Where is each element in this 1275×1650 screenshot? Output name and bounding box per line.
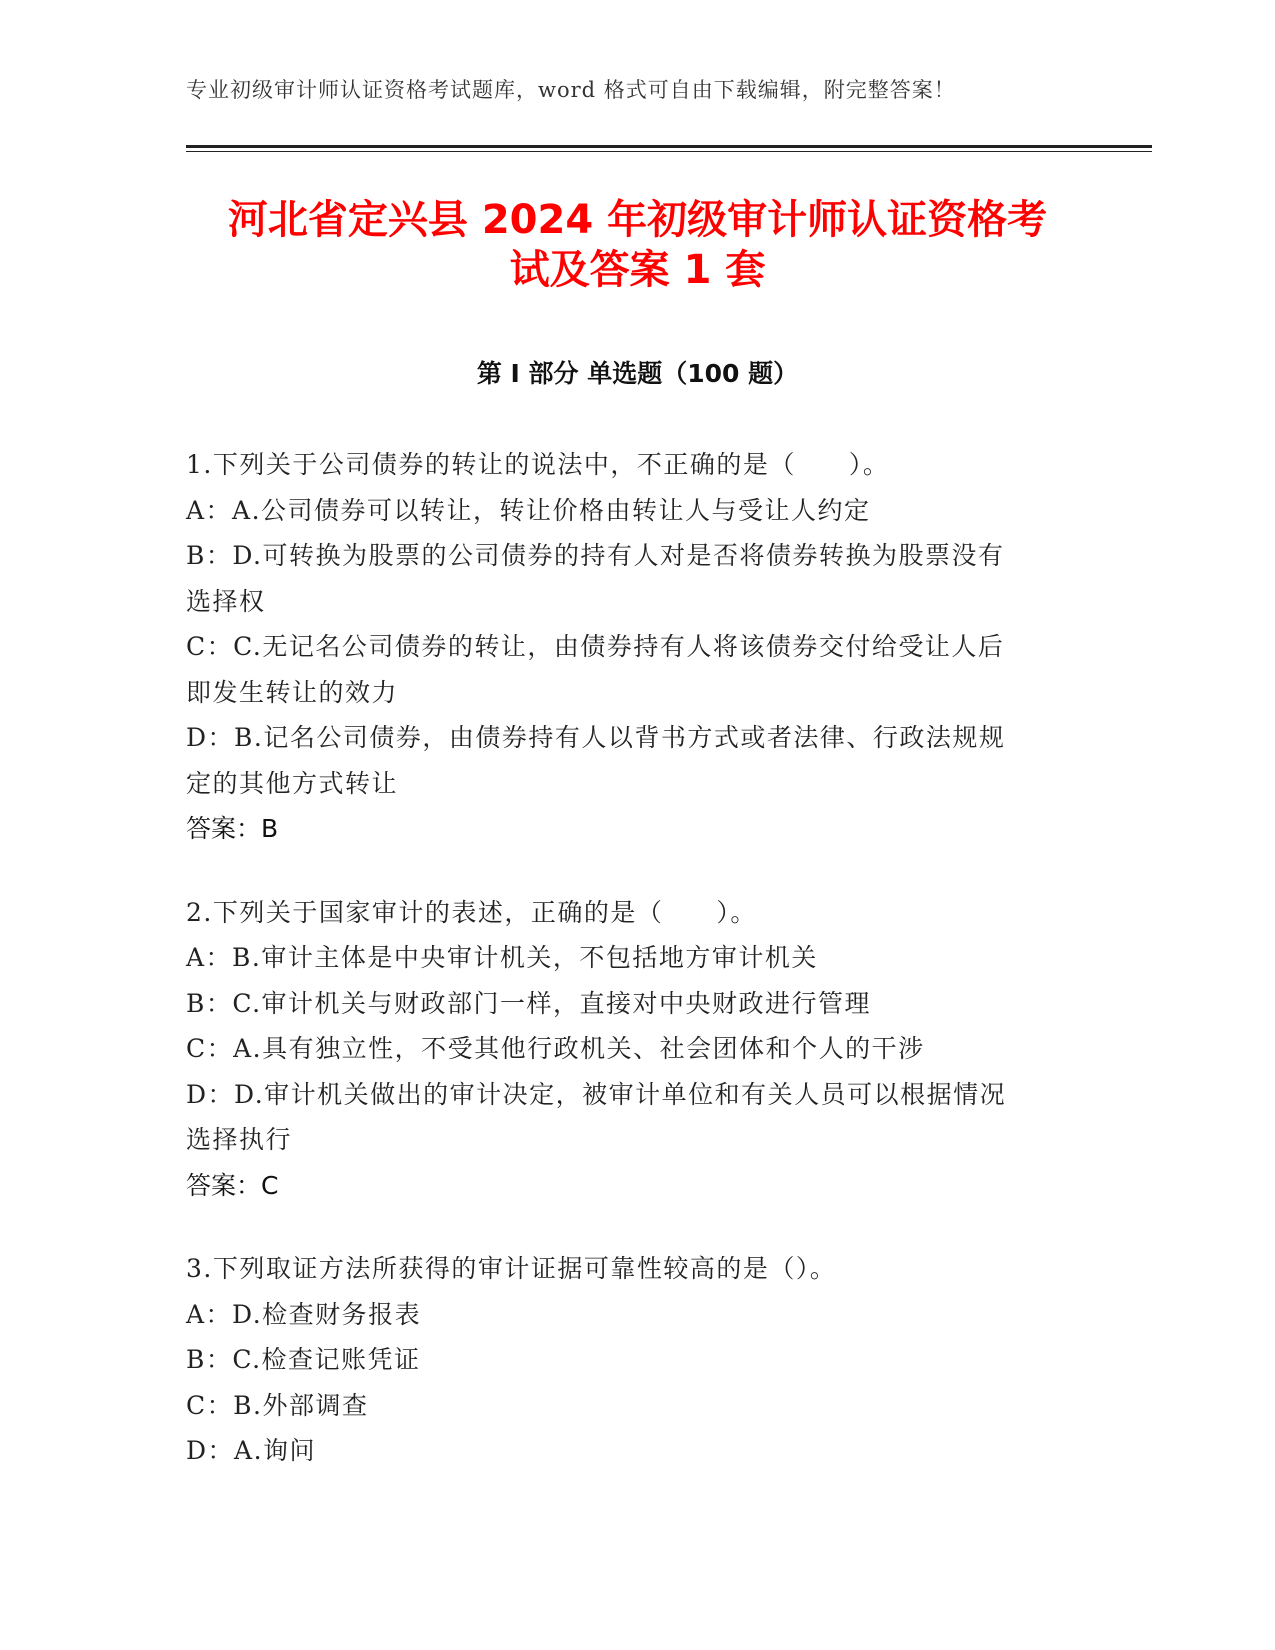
- option-d: D：D.审计机关做出的审计决定，被审计单位和有关人员可以根据情况: [186, 1079, 1007, 1109]
- option-d-continued: 选择执行: [186, 1125, 293, 1154]
- option-c: C：A.具有独立性，不受其他行政机关、社会团体和个人的干涉: [186, 1034, 925, 1063]
- option-b: B：D.可转换为股票的公司债券的持有人对是否将债券转换为股票没有: [186, 541, 1005, 570]
- document-title-line-2: 试及答案 1 套: [509, 247, 766, 293]
- option-c: C：B.外部调查: [186, 1390, 369, 1420]
- option-b-continued: 选择权: [186, 586, 266, 616]
- header-divider-thick: [186, 145, 1152, 148]
- question-2: [186, 890, 1086, 1209]
- option-c: C：C.无记名公司债券的转让，由债券持有人将该债券交付给受让人后: [186, 632, 1005, 661]
- question-list: [186, 442, 1086, 1512]
- option-d-continued: 定的其他方式转让: [186, 768, 399, 798]
- answer: 答案：B: [186, 814, 279, 843]
- question-3: [186, 1246, 1086, 1474]
- option-a: A：A.公司债券可以转让，转让价格由转让人与受让人约定: [186, 495, 871, 525]
- option-b: B：C.审计机关与财政部门一样，直接对中央财政进行管理: [186, 988, 872, 1018]
- document-title: [150, 195, 1125, 295]
- question-stem: 2.下列关于国家审计的表述，正确的是（ ）。: [186, 897, 757, 927]
- header-divider-thin: [186, 151, 1152, 152]
- question-stem: 3.下列取证方法所获得的审计证据可靠性较高的是（）。: [186, 1254, 837, 1283]
- option-a: A：B.审计主体是中央审计机关，不包括地方审计机关: [186, 943, 818, 972]
- section-heading: 第 I 部分 单选题（100 题）: [476, 359, 799, 388]
- option-d: D：B.记名公司债券，由债券持有人以背书方式或者法律、行政法规规: [186, 723, 1006, 752]
- question-stem: 1.下列关于公司债券的转让的说法中，不正确的是（ ）。: [186, 450, 890, 479]
- document-title-line-1: 河北省定兴县 2024 年初级审计师认证资格考: [227, 197, 1048, 243]
- option-c-continued: 即发生转让的效力: [186, 677, 399, 707]
- header-note: 专业初级审计师认证资格考试题库，word 格式可自由下载编辑，附完整答案！: [186, 78, 956, 102]
- answer: 答案：C: [186, 1170, 279, 1200]
- option-a: A：D.检查财务报表: [186, 1299, 422, 1329]
- option-d: D：A.询问: [186, 1436, 317, 1465]
- question-1: [186, 442, 1086, 852]
- option-b: B：C.检查记账凭证: [186, 1345, 421, 1374]
